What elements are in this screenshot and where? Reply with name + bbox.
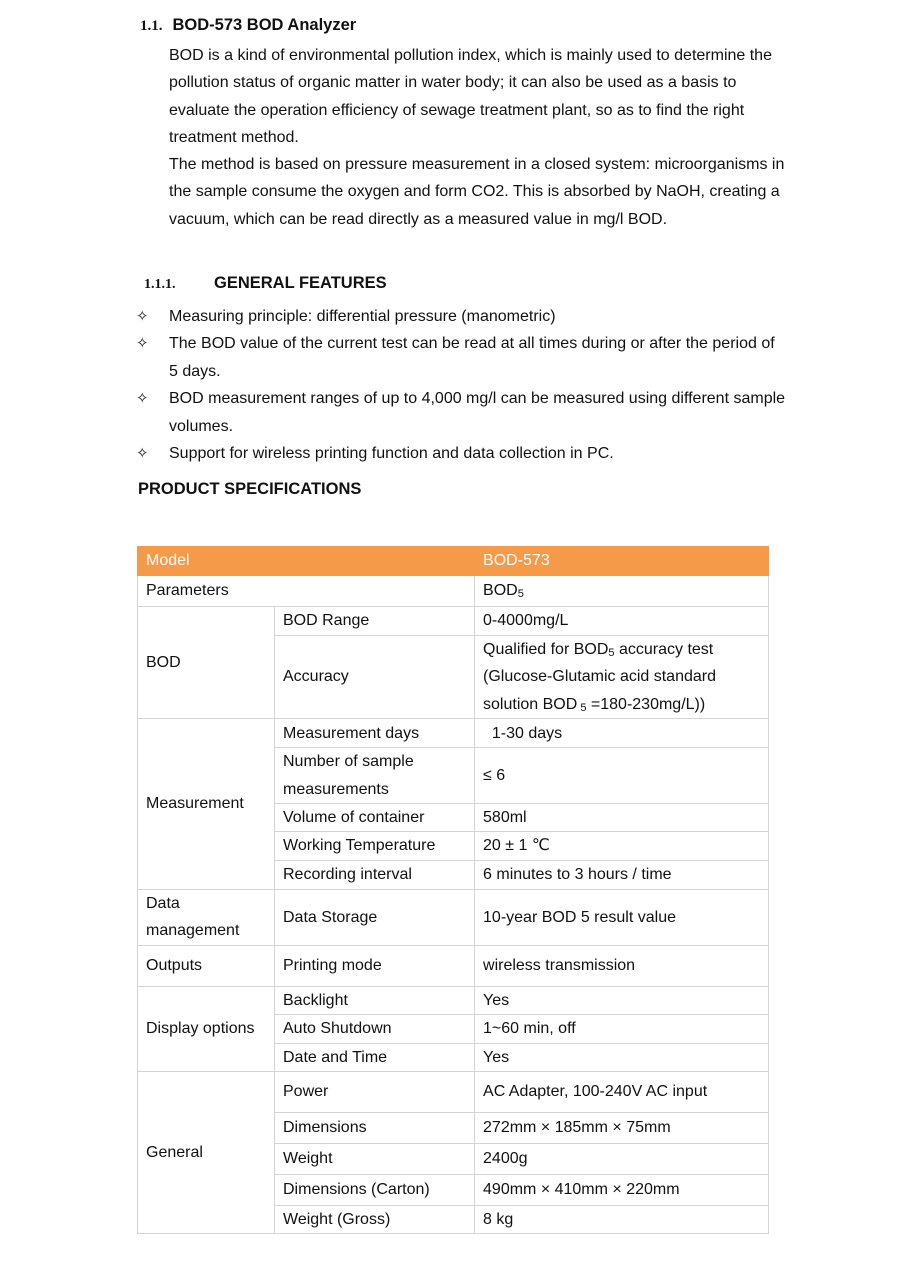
cell-label: Backlight [275,986,475,1014]
product-specifications-title: PRODUCT SPECIFICATIONS [138,480,362,498]
cell-value: 10-year BOD 5 result value [475,889,769,945]
cell-value: 1~60 min, off [475,1015,769,1043]
four-point-star-icon: ✧ [136,334,149,353]
accuracy-text: accuracy test [614,641,714,658]
model-value: BOD-573 [475,547,769,576]
group-outputs: Outputs [138,945,275,986]
table-row [138,547,769,576]
group-measurement: Measurement [138,719,275,890]
table-row [138,945,769,986]
cell-value: wireless transmission [475,945,769,986]
cell-label: BOD Range [275,607,475,636]
table-row [138,719,769,748]
accuracy-line-2: (Glucose-Glutamic acid standard [483,668,716,686]
cell-value [475,636,769,719]
parameters-label: Parameters [138,576,475,607]
cell-label: Power [275,1072,475,1113]
cell-label: Number of sample measurements [275,748,475,804]
table-row [138,576,769,607]
four-point-star-icon: ✧ [136,444,149,463]
section-title: BOD-573 BOD Analyzer [172,16,357,34]
feature-text: Measuring principle: differential pressure (manometric) [169,308,556,325]
group-bod: BOD [138,607,275,719]
cell-value: 580ml [475,804,769,832]
feature-text: The BOD value of the current test can be read at all times during or after the period of 5 days. [169,335,775,380]
table-row [138,607,769,636]
section-heading [140,16,356,35]
cell-label: Weight [275,1144,475,1175]
cell-label: Date and Time [275,1043,475,1071]
accuracy-text: =180-230mg/L)) [586,695,706,713]
list-item [136,440,786,467]
cell-label: Measurement days [275,719,475,748]
cell-value: 0-4000mg/L [475,607,769,636]
subsection-number: 1.1.1. [144,277,176,292]
cell-label: Auto Shutdown [275,1015,475,1043]
feature-text: BOD measurement ranges of up to 4,000 mg/l can be measured using different sample volumes. [169,390,786,435]
list-item [136,303,786,330]
cell-label: Accuracy [275,636,475,719]
cell-label: Weight (Gross) [275,1206,475,1234]
table-row [138,889,769,945]
table-row [138,986,769,1014]
four-point-star-icon: ✧ [136,389,149,408]
cell-value: 272mm × 185mm × 75mm [475,1113,769,1144]
cell-value: 8 kg [475,1206,769,1234]
cell-value: Yes [475,1043,769,1071]
cell-value: 490mm × 410mm × 220mm [475,1175,769,1206]
specifications-table [137,546,769,1234]
parameters-value-text: BOD [483,582,518,600]
accuracy-subscript: 5 [608,647,615,659]
cell-label: Printing mode [275,945,475,986]
section-number: 1.1. [140,18,163,34]
feature-text: Support for wireless printing function and data collection in PC. [169,445,614,463]
parameters-value [475,576,769,607]
cell-value: ≤ 6 [475,748,769,804]
cell-label: Working Temperature [275,832,475,860]
subsection-heading [144,274,387,293]
table-row [138,1072,769,1113]
cell-label: Volume of container [275,804,475,832]
accuracy-text: solution BOD [483,695,578,713]
accuracy-line-3 [483,691,760,718]
cell-value: Yes [475,986,769,1014]
cell-value: 20 ± 1 ℃ [475,832,769,860]
subsection-title: GENERAL FEATURES [214,274,387,292]
cell-value: 2400g [475,1144,769,1175]
group-display-options: Display options [138,986,275,1071]
group-data-management: Data management [138,889,275,945]
cell-value: 6 minutes to 3 hours / time [475,860,769,889]
cell-value: AC Adapter, 100-240V AC input [475,1072,769,1113]
model-label: Model [138,547,475,576]
accuracy-text: Qualified for BOD [483,641,609,658]
cell-label: Dimensions [275,1113,475,1144]
cell-label: Recording interval [275,860,475,889]
intro-paragraph-2: The method is based on pressure measurement in a closed system: microorganisms in the sample consume the oxygen and form CO2. This is absorbed by NaOH, creating a vacuum, which can be read directly as a measured value in mg/l BOD. [169,156,785,228]
group-general: General [138,1072,275,1234]
accuracy-subscript: 5 [577,701,587,714]
accuracy-line-1 [483,636,760,663]
cell-label: Data Storage [275,889,475,945]
cell-value: 1-30 days [475,719,769,748]
feature-list [136,303,786,467]
cell-label: Dimensions (Carton) [275,1175,475,1206]
intro-paragraph-1: BOD is a kind of environmental pollution index, which is mainly used to determine the pollution status of organic matter in water body; it can also be used as a basis to evaluate the operation efficiency of sewage treatment plant, so as to find the right treatment method. [169,47,772,147]
list-item [136,330,786,385]
four-point-star-icon: ✧ [136,307,149,325]
parameters-subscript: 5 [517,588,524,601]
list-item [136,385,786,440]
